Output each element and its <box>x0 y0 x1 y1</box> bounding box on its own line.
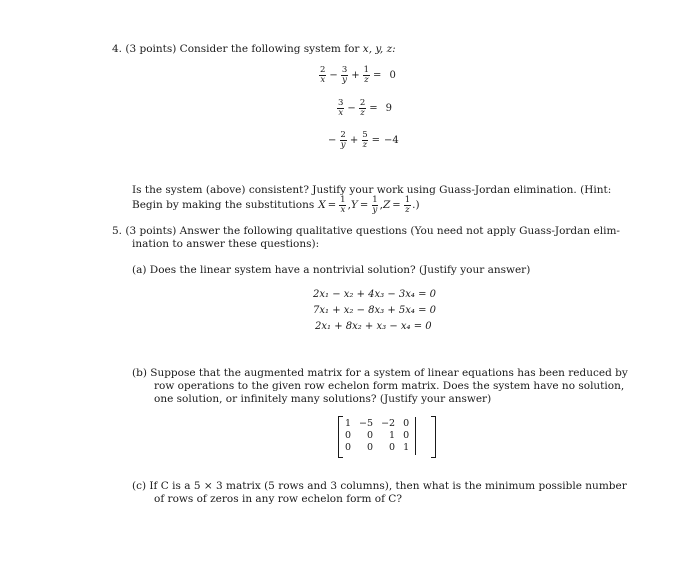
equals-sign: = <box>373 70 382 81</box>
matrix-row <box>341 418 413 430</box>
matrix-cell: 0 <box>345 442 352 453</box>
fraction: $\frac{3}{x}$ <box>338 98 344 118</box>
fraction: $\frac{1}{z}$ <box>363 65 370 85</box>
q5a-equation-3: 2x₁ + 8x₂ + x₃ − x₄ = 0 <box>315 321 432 332</box>
rhs-value: 9 <box>385 103 392 114</box>
q4-equation-1 <box>318 66 398 85</box>
matrix-cell: 1 <box>403 442 410 453</box>
matrix-cell: 0 <box>367 442 374 453</box>
augment-bar <box>415 417 416 455</box>
fraction: $\frac{1}{y}$ <box>372 195 378 215</box>
q4-question-line-2: Begin by making the substitutions X = $\frac{1}{x}$ , Y = $\frac{1}{y}$ , Z = $\frac{1}{z}$ .) <box>132 195 420 215</box>
fraction: $\frac{2}{x}$ <box>320 65 326 85</box>
matrix-table <box>341 418 413 454</box>
q4-label: 4. (3 points) Consider the following system for <box>112 43 360 55</box>
rhs-value: 0 <box>389 70 396 81</box>
q5c-line-1: (c) If C is a 5 × 3 matrix (5 rows and 3 columns), then what is the minimum possible number <box>132 480 627 492</box>
fraction: $\frac{2}{y}$ <box>340 130 346 150</box>
q5b-line-3: one solution, or infinitely many solutions? (Justify your answer) <box>154 393 492 405</box>
operator: − <box>347 103 356 114</box>
sub-z: Z <box>383 199 391 211</box>
q5-line-1: 5. (3 points) Answer the following qualitative questions (You need not apply Guass-Jordan elim- <box>112 225 620 237</box>
rhs-value: −4 <box>384 135 399 146</box>
fraction: $\frac{3}{y}$ <box>341 65 348 85</box>
matrix-cell: 0 <box>403 430 410 441</box>
q4-equation-2 <box>336 99 394 118</box>
fraction: $\frac{1}{z}$ <box>404 195 411 215</box>
matrix-cell: 1 <box>389 430 396 441</box>
matrix-cell: 1 <box>345 418 352 429</box>
equals-sign: = <box>359 200 369 211</box>
matrix-cell: −5 <box>359 418 374 429</box>
q5-line-2: ination to answer these questions): <box>132 238 320 250</box>
q4-equation-3 <box>326 131 401 150</box>
q5b-line-2: row operations to the given row echelon form matrix. Does the system have no solution, <box>154 380 625 392</box>
question-4-header <box>112 43 396 56</box>
sub-x: X <box>318 199 326 211</box>
fraction: $\frac{1}{x}$ <box>340 195 346 215</box>
equals-sign: = <box>369 103 378 114</box>
sub-y: Y <box>350 199 358 211</box>
fraction: $\frac{5}{z}$ <box>362 130 368 150</box>
matrix-cell: −2 <box>381 418 396 429</box>
close-paren: .) <box>412 199 420 211</box>
fraction: $\frac{2}{z}$ <box>359 98 366 118</box>
operator: + <box>349 135 359 146</box>
equals-sign: = <box>392 200 401 211</box>
q5a-equation-2: 7x₁ + x₂ − 8x₃ + 5x₄ = 0 <box>313 305 436 316</box>
q5c-line-2: of rows of zeros in any row echelon form of C? <box>154 493 402 505</box>
q5a-label: (a) Does the linear system have a nontrivial solution? (Justify your answer) <box>132 264 531 276</box>
operator: − <box>328 135 337 146</box>
equals-sign: = <box>327 200 337 211</box>
augmented-matrix <box>338 416 436 456</box>
matrix-cell: 0 <box>345 430 352 441</box>
matrix-cell: 0 <box>403 418 410 429</box>
equals-sign: = <box>371 135 381 146</box>
operator: + <box>351 70 360 81</box>
q4-hint-text: Begin by making the substitutions <box>132 199 315 211</box>
q5b-line-1: (b) Suppose that the augmented matrix for a system of linear equations has been reduced by <box>132 367 628 379</box>
matrix-cell: 0 <box>367 430 374 441</box>
matrix-row <box>341 442 413 454</box>
operator: − <box>329 70 338 81</box>
matrix-cell: 0 <box>389 442 396 453</box>
q4-question-line-1: Is the system (above) consistent? Justify your work using Guass-Jordan elimination. (Hint: <box>132 184 612 196</box>
q5a-equation-1: 2x₁ − x₂ + 4x₃ − 3x₄ = 0 <box>313 289 436 300</box>
matrix-row <box>341 430 413 442</box>
right-bracket <box>431 416 436 458</box>
q4-vars: x, y, z: <box>362 43 396 55</box>
